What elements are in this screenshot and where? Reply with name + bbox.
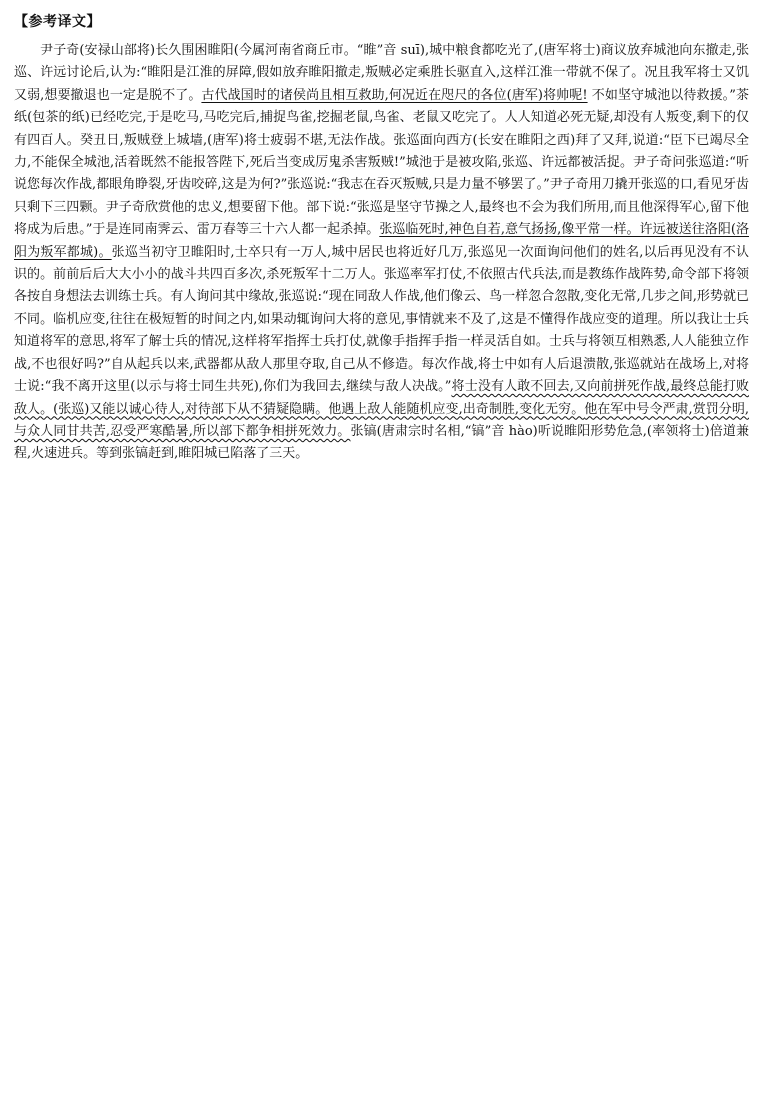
text-segment: 张镐(唐肃宗时名相,“镐”音 hào)听说睢阳形势危急,(率领将士)倍道兼程,火速进兵。等到张镐赶到,睢阳城已陷落了三天。 xyxy=(14,423,749,462)
translation-paragraph xyxy=(14,40,749,466)
wavy-underlined-text-segment: 将士没有人敢不回去,又向前拼死作战,最终总能打败敌人。(张巡)又能以诚心待人,对待部下从不猜疑隐瞒。他遇上敌人能随机应变,出奇制胜,变化无穷。 xyxy=(14,379,749,417)
text-segment: 尹子奇(安禄山部将)长久围困睢阳(今属河南省商丘市。“睢”音 suī),城中粮食都吃光了,(唐军将士)商议放弃城池向东撤走,张巡、许远讨论后,认为:“睢阳是江淮的屏障,假如放弃睢阳撤走,叛贼必定乘胜长驱直入,这样江淮一带就不保了。况且我军将士又饥又弱,想要撤退也一定是脱不了。 xyxy=(14,43,749,103)
text-segment: 张巡当初守卫睢阳时,士卒只有一万人,城中居民也将近好几万,张巡见一次面询问他们的姓名,以后再见没有不认识的。前前后后大大小小的战斗共四百多次,杀死叛军十二万人。张巡率军打仗,不依照古代兵法,而是教练作战阵势,命令部下将领各按自身想法去训练士兵。有人询问其中缘故,张巡说:“现在同敌人作战,他们像云、鸟一样忽合忽散,变化无常,几步之间,形势就已不同。临机应变,往往在极短暂的时间之内,如果动辄询问大将的意见,事情就来不及了,这是不懂得作战应变的道理。所以我让士兵知道将军的意思,将军了解士兵的情况,这样将军指挥士兵打仗,就像手指挥手指一样灵活自如。士兵与将领互相熟悉,人人能独立作战,不也很好吗?”自从起兵以来,武器都从敌人那里夺取,自己从不修造。每次作战,将士中如有人后退溃散,张巡就站在战场上,对将士说:“我不离开这里(以示与将士同生共死),你们为我回去,继续与敌人决战。” xyxy=(14,244,750,395)
underlined-text-segment: 古代战国时的诸侯尚且相互救助,何况近在咫尺的各位(唐军)将帅呢! xyxy=(201,87,588,103)
text-segment: 不如坚守城池以待救援。”茶纸(包茶的纸)已经吃完,于是吃马,马吃完后,捕捉鸟雀,挖掘老鼠,鸟雀、老鼠又吃完了。人人知道必死无疑,却没有人叛变,剩下的仅有四百人。癸丑日,叛贼登上城墙,(唐军)将士疲弱不堪,无法作战。张巡面向西方(长安在睢阳之西)拜了又拜,说道:“臣下已竭尽全力,不能保全城池,活着既然不能报答陛下,死后当变成厉鬼杀害叛贼!”城池于是被攻陷,张巡、许远都被活捉。尹子奇问张巡道:“听说您每次作战,都眼角睁裂,牙齿咬碎,这是为何?”张巡说:“我志在吞灭叛贼,只是力量不够罢了。”尹子奇用刀撬开张巡的口,看见牙齿只剩下三四颗。尹子奇欣赏他的忠义,想要留下他。部下说:“张巡是坚守节操之人,最终也不会为我们所用,而且他深得军心,留下他将成为后患。”于是连同南霁云、雷万春等三十六人都一起杀掉。 xyxy=(14,87,749,238)
underlined-text-segment: 张巡临死时,神色自若,意气扬扬,像平常一样。许远被送往洛阳(洛阳为叛军都城)。 xyxy=(14,222,749,260)
section-heading: 【参考译文】 xyxy=(14,14,101,30)
wavy-underlined-text-segment: 他在军中号令严肃,赏罚分明,与众人同甘共苦,忍受严寒酷暑,所以部下都争相拼死效力。 xyxy=(14,401,750,439)
